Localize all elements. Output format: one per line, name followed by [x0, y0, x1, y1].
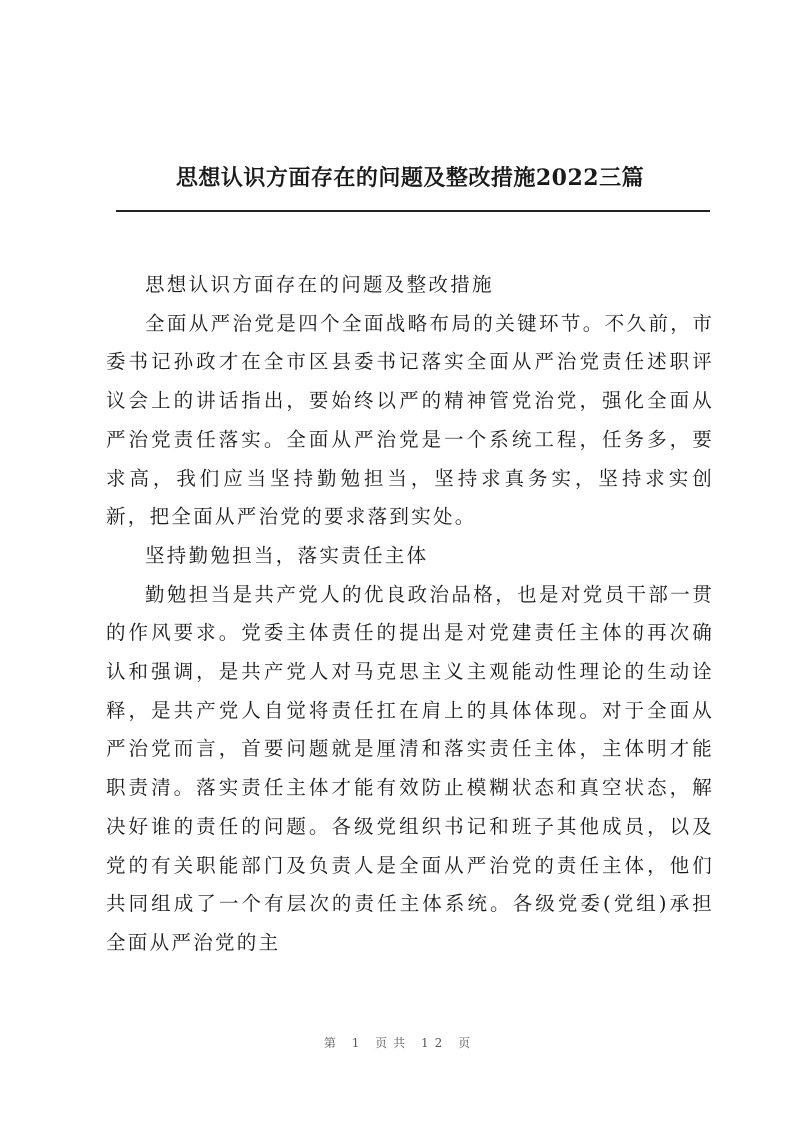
paragraph-2: 勤勉担当是共产党人的优良政治品格，也是对党员干部一贯的作风要求。党委主体责任的提出是对党建责任主体的再次确认和强调，是共产党人对马克思主义主观能动性理论的生动诠释，是共产党人自觉将责任扛在肩上的具体体现。对于全面从严治党而言，首要问题就是厘清和落实责任主体，主体明才能职责清。落实责任主体才能有效防止模糊状态和真空状态，解决好谁的责任的问题。各级党组织书记和班子其他成员，以及党的有关职能部门及负责人是全面从严治党的责任主体，他们共同组成了一个有层次的责任主体系统。各级党委(党组)承担全面从严治党的主: [106, 582, 714, 954]
page-footer: [0, 1034, 800, 1051]
footer-prefix: 第: [323, 1036, 342, 1050]
document-body: [106, 266, 714, 963]
footer-current-page: 1: [351, 1036, 366, 1050]
title-underline: [116, 210, 710, 212]
paragraph-heading-2: 坚持勤勉担当，落实责任主体: [145, 543, 429, 567]
footer-total-pages: 12: [421, 1036, 449, 1050]
paragraph-1: 全面从严治党是四个全面战略布局的关键环节。不久前，市委书记孙政才在全市区县委书记落实全面从严治党责任述职评议会上的讲话指出，要始终以严的精神管党治党，强化全面从严治党责任落实。全面从严治党是一个系统工程，任务多，要求高，我们应当坚持勤勉担当，坚持求真务实，坚持求实创新，把全面从严治党的要求落到实处。: [106, 311, 714, 529]
paragraph-heading-1: 思想认识方面存在的问题及整改措施: [145, 273, 494, 296]
footer-middle: 页共: [375, 1036, 412, 1050]
document-title: 思想认识方面存在的问题及整改措施2022三篇: [175, 165, 645, 191]
footer-suffix: 页: [458, 1036, 477, 1050]
